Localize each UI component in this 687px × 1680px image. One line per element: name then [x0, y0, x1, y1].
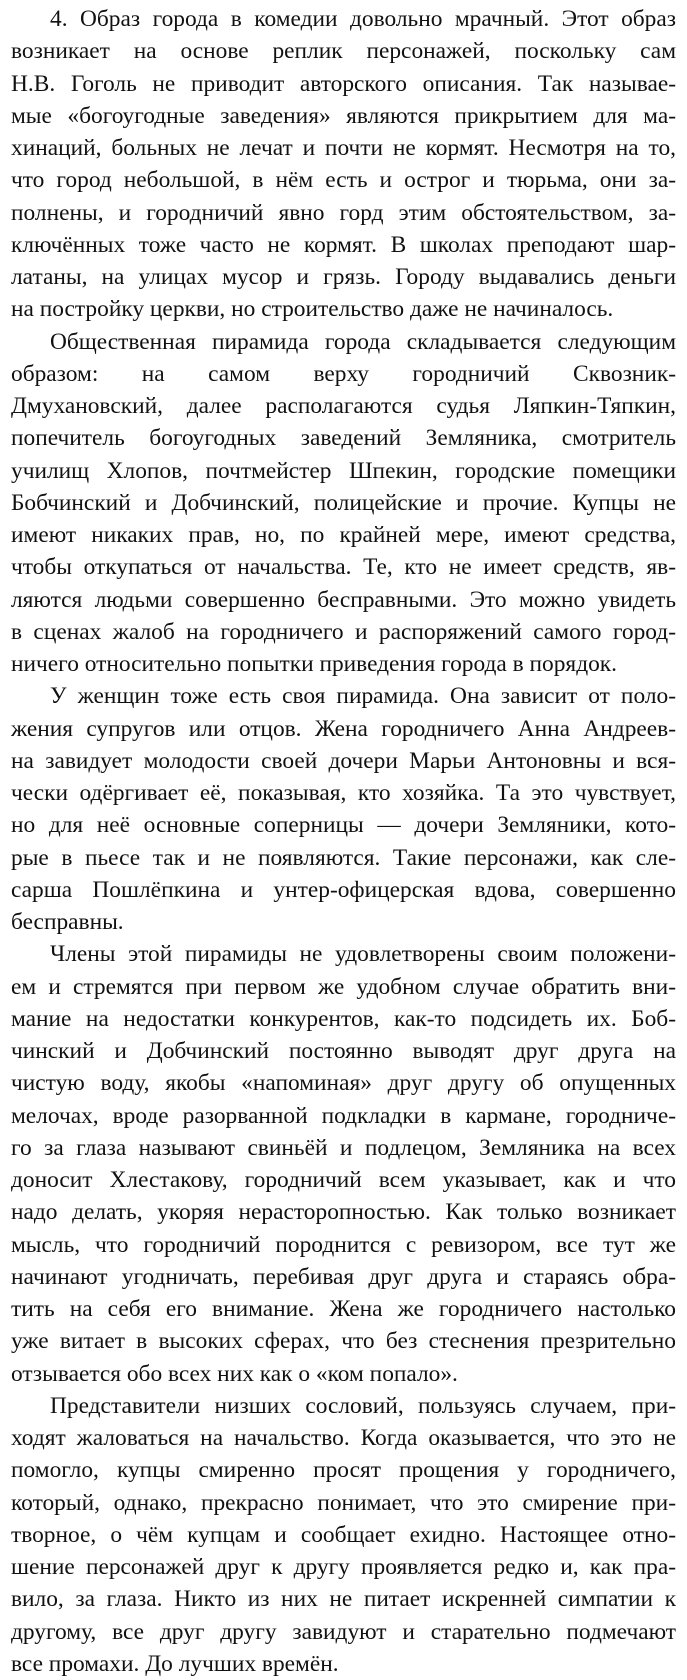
text-line: ем и стремятся при первом же удобном случае обратить вни-	[11, 973, 676, 1000]
text-line: шение персонажей друг к другу проявляется редко и, как пра-	[11, 1554, 676, 1580]
text-line: го за глаза называют свиньёй и подлецом, Земляника на всех	[11, 1134, 676, 1161]
text-line: в сценах жалоб на городничего и распоряжений самого город-	[11, 618, 676, 645]
text-line: мелочах, вроде разорванной подкладки в кармане, городниче-	[11, 1102, 676, 1129]
text-line: доносит Хлестакову, городничий всем указывает, как и что	[11, 1167, 676, 1193]
text-line: все промахи. До лучших времён.	[11, 1650, 339, 1677]
text-line: возникает на основе реплик персонажей, поскольку сам	[11, 38, 676, 65]
text-line: латаны, на улицах мусор и грязь. Городу выдавались деньги	[11, 264, 676, 290]
paragraph-women-pyramid	[11, 680, 676, 938]
text-line: чески одёргивает её, показывая, кто хозяйка. Та это чувствует,	[11, 780, 676, 806]
text-line: полнены, и городничий явно горд этим обстоятельством, за-	[11, 199, 676, 226]
text-line: отзывается обо всех них как о «ком попало».	[11, 1360, 458, 1387]
text-line: мысль, что городничий породнится с ревизором, все тут же	[11, 1231, 676, 1258]
text-line: мые «богоугодные заведения» являются прикрытием для ма-	[11, 102, 676, 129]
text-line: уже витает в высоких сферах, что без стеснения презрительно	[11, 1328, 676, 1355]
paragraph-city-image	[11, 3, 676, 326]
text-line: тить на себя его внимание. Жена же городничего настолько	[11, 1296, 676, 1322]
text-line: У женщин тоже есть своя пирамида. Она зависит от поло-	[50, 683, 676, 710]
text-line: Представители низших сословий, пользуясь случаем, при-	[50, 1392, 676, 1419]
text-line: начинают угодничать, перебивая друг друга и стараясь обра-	[11, 1263, 676, 1290]
text-line: бесправны.	[11, 909, 124, 935]
text-line: мание на недостатки конкурентов, как-то подсидеть их. Боб-	[11, 1005, 676, 1032]
text-line: образом: на самом верху городничий Сквозник-	[11, 360, 676, 387]
text-line: творное, о чём купцам и сообщает ехидно. Настоящее отно-	[11, 1521, 676, 1548]
text-line: Общественная пирамида города складывается следующим	[50, 328, 676, 355]
text-line: надо делать, укоряя нерасторопностью. Как только возникает	[11, 1199, 676, 1226]
text-line: попечитель богоугодных заведений Земляника, смотритель	[11, 425, 676, 452]
text-line: Бобчинский и Добчинский, полицейские и прочие. Купцы не	[11, 489, 676, 516]
text-line: ключённых тоже часто не кормят. В школах преподают шар-	[11, 231, 676, 258]
text-line: но для неё основные соперницы — дочери Земляники, кото-	[11, 812, 676, 839]
text-line: сарша Пошлёпкина и унтер-офицерская вдова, совершенно	[11, 876, 676, 903]
text-line: хинаций, больных не лечат и почти не кормят. Несмотря на то,	[11, 135, 676, 161]
paragraph-social-pyramid	[11, 326, 676, 681]
text-line: жения супругов или отцов. Жена городничего Анна Андреев-	[11, 715, 676, 742]
text-line: имеют никаких прав, но, по крайней мере, имеют средства,	[11, 522, 676, 548]
text-line: помогло, купцы смиренно просят прощения у городничего,	[11, 1457, 676, 1484]
text-line: Дмухановский, далее располагаются судья Ляпкин-Тяпкин,	[11, 393, 676, 419]
text-line: Члены этой пирамиды не удовлетворены своим положени-	[50, 941, 676, 968]
text-line: на завидует молодости своей дочери Марьи Антоновны и вся-	[11, 747, 676, 774]
text-line: на постройку церкви, но строительство даже не начиналось.	[11, 296, 614, 323]
text-line: что город небольшой, в нём есть и острог и тюрьма, они за-	[11, 167, 676, 194]
text-line: Н.В. Гоголь не приводит авторского описания. Так называе-	[11, 70, 676, 97]
text-line: чистую воду, якобы «напоминая» друг другу об опущенных	[11, 1070, 676, 1097]
text-line: училищ Хлопов, почтмейстер Шпекин, городские помещики	[11, 457, 676, 484]
paragraph-pyramid-members	[11, 938, 676, 1390]
document-page	[11, 3, 676, 1680]
text-line: который, однако, прекрасно понимает, что это смирение при-	[11, 1489, 676, 1516]
text-line: ходят жаловаться на начальство. Когда оказывается, что это не	[11, 1425, 676, 1451]
text-line: рые в пьесе так и не появляются. Такие персонажи, как сле-	[11, 844, 676, 871]
text-line: вило, за глаза. Никто из них не питает искренней симпатии к	[11, 1586, 676, 1613]
paragraph-lower-classes	[11, 1390, 676, 1680]
text-line: чинский и Добчинский постоянно выводят друг друга на	[11, 1038, 676, 1064]
text-line: 4. Образ города в комедии довольно мрачный. Этот образ	[50, 6, 676, 32]
text-line: другому, все друг другу завидуют и старательно подмечают	[11, 1618, 676, 1645]
text-line: ничего относительно попытки приведения города в порядок.	[11, 651, 617, 677]
text-line: ляются людьми совершенно бесправными. Это можно увидеть	[11, 586, 676, 613]
text-line: чтобы откупаться от начальства. Те, кто не имеет средств, яв-	[11, 554, 676, 581]
